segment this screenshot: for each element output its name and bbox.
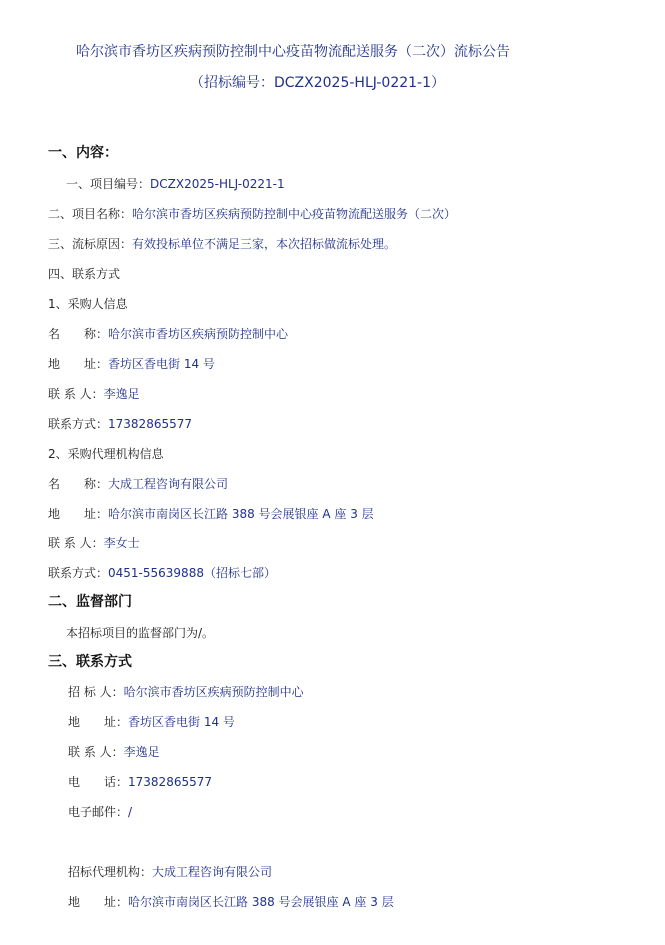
tender-agency-addr-value: 哈尔滨市南岗区长江路 388 号会展银座 A 座 3 层 [128,895,394,909]
tender-agency-addr-row [68,894,394,910]
bidder-contact-row [68,744,160,760]
agency-addr-value: 哈尔滨市南岗区长江路 388 号会展银座 A 座 3 层 [108,507,374,521]
purchaser-phone-row [48,416,192,432]
agency-phone-row [48,565,276,581]
agency-contact-info-row [68,864,272,880]
bidder-label: 招 标 人： [68,685,124,699]
bidder-email-label: 电子邮件： [68,805,129,819]
purchaser-phone-value: 17382865577 [108,417,192,431]
agency-addr-row [48,506,374,522]
section2-heading: 二、监督部门 [48,594,132,610]
bidder-addr-label: 地 址： [68,715,129,729]
bidder-value: 哈尔滨市香坊区疾病预防控制中心 [123,685,304,699]
failure-reason-label: 三、流标原因： [48,237,133,251]
contact-heading: 四、联系方式 [48,267,121,281]
section3-heading: 三、联系方式 [48,654,132,670]
agency-contact-value: 李女士 [103,536,140,550]
bidder-email-row [68,804,132,820]
purchaser-contact-row [48,386,140,402]
section1-heading: 一、内容： [48,145,118,161]
bidder-addr-value: 香坊区香电街 14 号 [128,715,235,729]
purchaser-heading: 1、采购人信息 [48,297,128,311]
agency-phone-value: 0451-55639888（招标七部） [108,566,276,580]
purchaser-name-value: 哈尔滨市香坊区疾病预防控制中心 [108,327,289,341]
bidder-phone-value: 17382865577 [128,775,212,789]
page-title: 哈尔滨市香坊区疾病预防控制中心疫苗物流配送服务（二次）流标公告 [76,44,510,60]
supervision-text: 本招标项目的监督部门为/。 [66,626,215,640]
purchaser-contact-value: 李逸足 [103,387,140,401]
purchaser-phone-label: 联系方式： [48,417,109,431]
agency-contact-row [48,535,140,551]
bidder-email-value: / [128,805,133,819]
agency-name-value: 大成工程咨询有限公司 [108,477,229,491]
agency-name-row [48,476,228,492]
bidder-phone-label: 电 话： [68,775,129,789]
project-code-label: 一、项目编号： [66,177,151,191]
agency-phone-label: 联系方式： [48,566,109,580]
agency-contact-label: 联 系 人： [48,536,104,550]
project-code-row [66,176,285,192]
bidder-addr-row [68,714,235,730]
tender-agency-value: 大成工程咨询有限公司 [152,865,273,879]
purchaser-addr-row [48,356,215,372]
agency-name-label: 名 称： [48,477,109,491]
purchaser-addr-value: 香坊区香电街 14 号 [108,357,215,371]
failure-reason-row [48,236,396,252]
purchaser-name-row [48,326,288,342]
bidder-phone-row [68,774,212,790]
bidder-contact-label: 联 系 人： [68,745,124,759]
purchaser-addr-label: 地 址： [48,357,109,371]
bidder-row [68,684,304,700]
tender-agency-label: 招标代理机构： [68,865,153,879]
purchaser-contact-label: 联 系 人： [48,387,104,401]
project-code-value: DCZX2025-HLJ-0221-1 [150,177,285,191]
project-name-label: 二、项目名称： [48,207,133,221]
agency-heading: 2、采购代理机构信息 [48,447,164,461]
failure-reason-value: 有效投标单位不满足三家，本次招标做流标处理。 [132,237,397,251]
bidder-contact-value: 李逸足 [123,745,160,759]
page-subtitle: （招标编号：DCZX2025-HLJ-0221-1） [190,75,446,91]
tender-agency-addr-label: 地 址： [68,895,129,909]
purchaser-name-label: 名 称： [48,327,109,341]
agency-addr-label: 地 址： [48,507,109,521]
project-name-value: 哈尔滨市香坊区疾病预防控制中心疫苗物流配送服务（二次） [132,207,457,221]
project-name-row [48,206,456,222]
